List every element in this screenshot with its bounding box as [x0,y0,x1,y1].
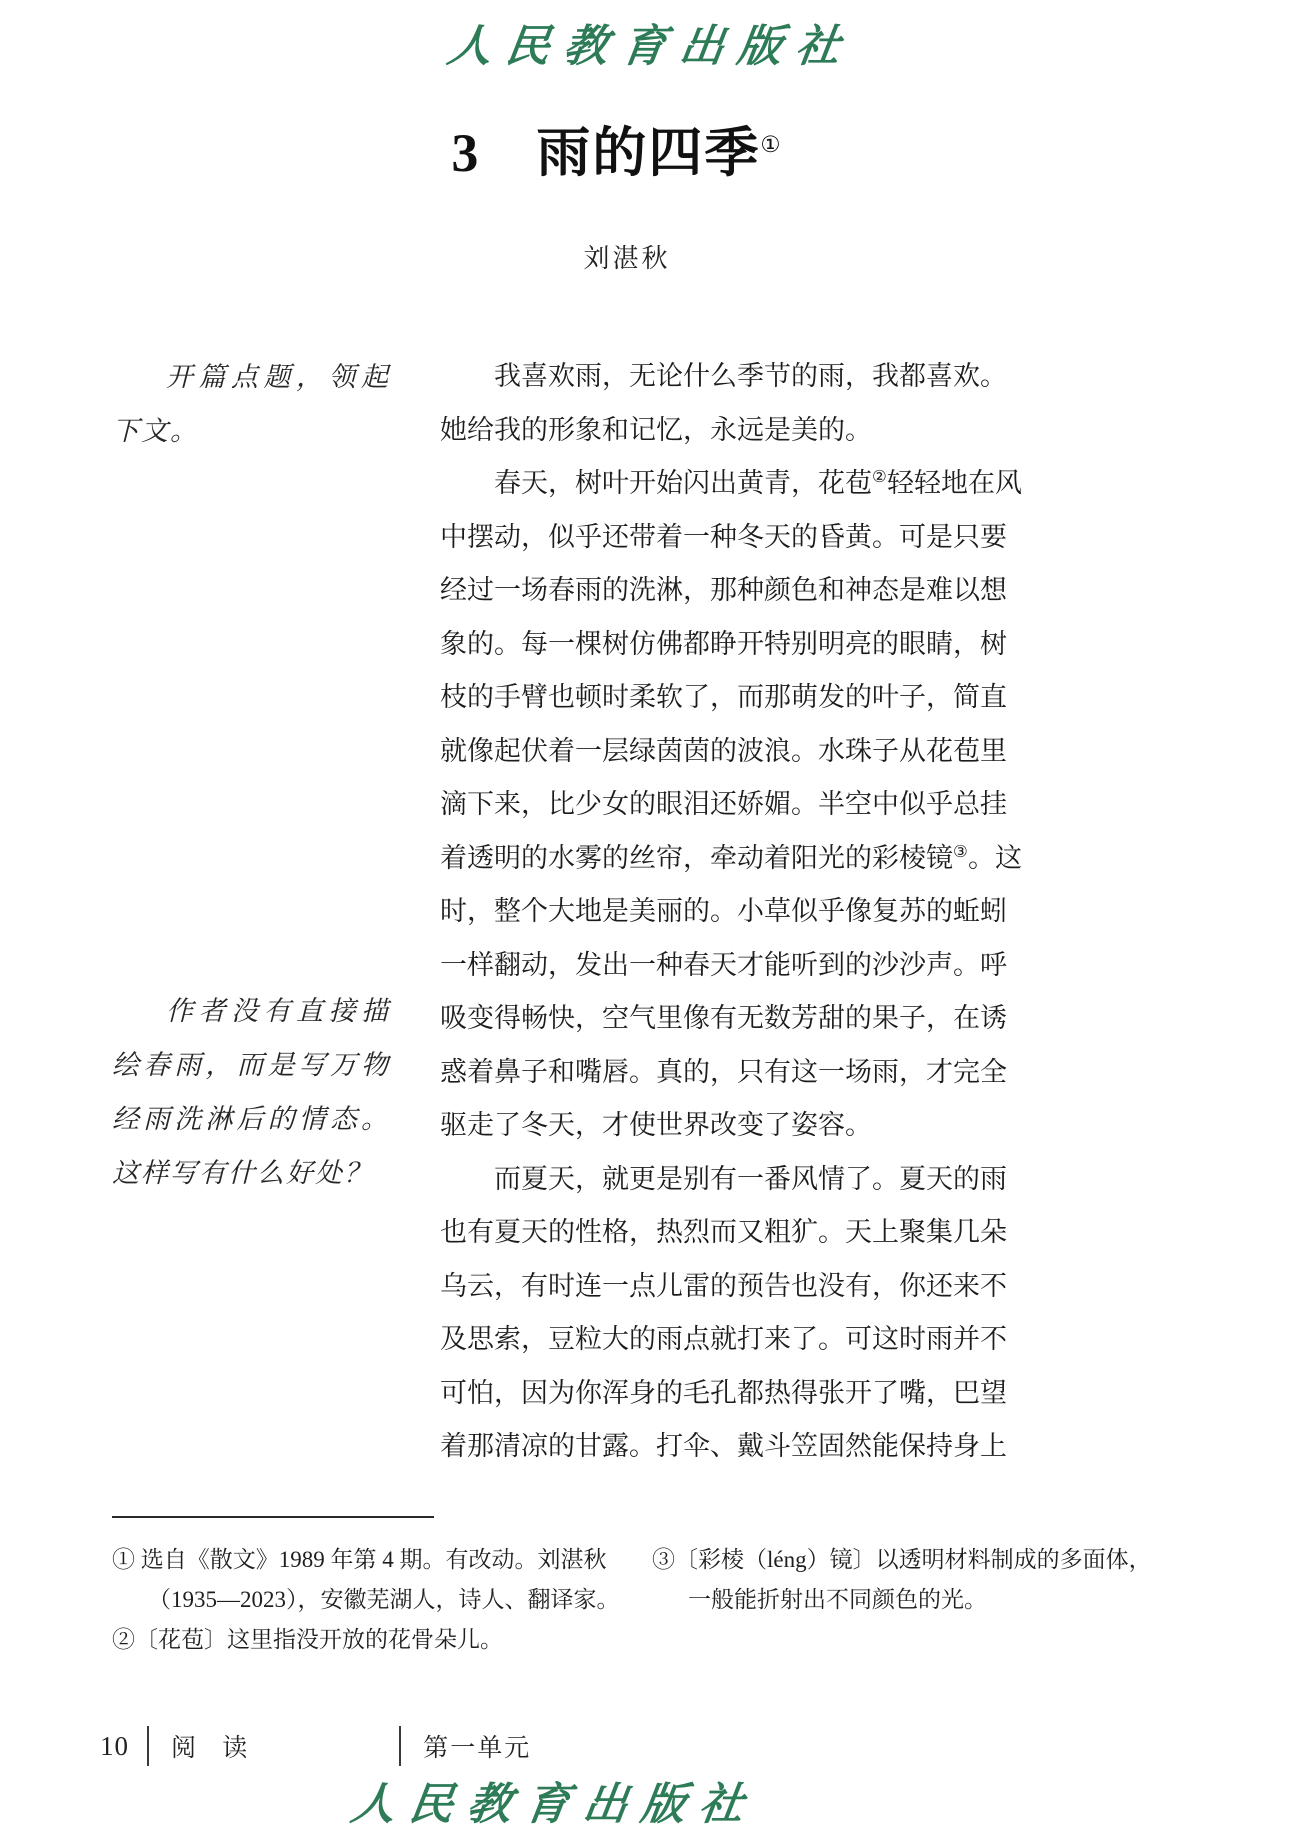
footnote-marker: ① [760,132,783,157]
body-line: 吸变得畅快，空气里像有无数芳甜的果子，在诱 [440,1003,1007,1033]
margin-note-line: 经雨洗淋后的情态。 [112,1104,390,1134]
body-line: 也有夏天的性格，热烈而又粗犷。天上聚集几朵 [440,1217,1007,1247]
body-line: 枝的手臂也顿时柔软了，而那萌发的叶子，简直 [440,682,1007,712]
body-line: 春天，树叶开始闪出黄青，花苞②轻轻地在风 [494,467,1023,498]
margin-note-line: 下文。 [112,416,199,446]
publisher-logo-top: 人民教育出版社 [444,22,858,71]
body-line: 她给我的形象和记忆，永远是美的。 [440,414,872,445]
body-text [440,350,1023,1474]
margin-note-2 [112,984,390,1200]
footnote-marker: ③ [953,841,969,861]
publisher-logo-bottom: 人民教育出版社 [347,1780,761,1829]
body-line: 着那清凉的甘露。打伞、戴斗笠固然能保持身上 [440,1431,1007,1461]
body-line: 可怕，因为你浑身的毛孔都热得张开了嘴，巴望 [440,1377,1007,1408]
body-line: 乌云，有时连一点儿雷的预告也没有，你还来不 [440,1270,1007,1301]
body-line: 时，整个大地是美丽的。小草似乎像复苏的蚯蚓 [440,896,1007,926]
body-line: 我喜欢雨，无论什么季节的雨，我都喜欢。 [494,361,1007,391]
body-line: 中摆动，似乎还带着一种冬天的昏黄。可是只要 [440,521,1007,552]
page-number: 10 [100,1730,129,1761]
body-line: 驱走了冬天，才使世界改变了姿容。 [440,1110,872,1140]
footnote-marker: ② [872,467,888,486]
footnote-line: （1935—2023），安徽芜湖人，诗人、翻译家。 [148,1587,620,1612]
page-footer [100,1724,531,1768]
footnotes-left-column [112,1540,620,1660]
unit-label: 第一单元 [423,1735,532,1762]
footer-divider-2 [399,1726,401,1766]
author-name: 刘湛秋 [583,244,671,273]
section-label: 阅 读 [171,1735,258,1762]
body-line: 着透明的水雾的丝帘，牵动着阳光的彩棱镜③。这 [440,841,1023,873]
body-line: 惑着鼻子和嘴唇。真的，只有这一场雨，才完全 [440,1056,1007,1087]
body-line: 一样翻动，发出一种春天才能听到的沙沙声。呼 [440,949,1007,980]
lesson-title: 3 雨的四季① [451,123,783,183]
footnote-line: 一般能折射出不同颜色的光。 [688,1587,987,1612]
body-line: 滴下来，比少女的眼泪还娇媚。半空中似乎总挂 [440,789,1007,819]
body-line: 而夏天，就更是别有一番风情了。夏天的雨 [494,1163,1007,1194]
body-line: 就像起伏着一层绿茵茵的波浪。水珠子从花苞里 [440,735,1007,766]
margin-note-line: 绘春雨，而是写万物 [112,1050,390,1080]
margin-note-line: 开篇点题，领起 [166,362,390,392]
body-line: 象的。每一棵树仿佛都睁开特别明亮的眼睛，树 [440,628,1007,659]
footnote-line: ③〔彩棱（léng）镜〕以透明材料制成的多面体， [652,1547,1152,1572]
footnote-divider [112,1516,434,1518]
footnote-line: ① 选自《散文》1989 年第 4 期。有改动。刘湛秋 [112,1547,607,1572]
margin-note-line: 作者没有直接描 [166,996,390,1026]
margin-note-1 [112,350,390,458]
footer-divider-1 [147,1726,149,1766]
margin-note-line: 这样写有什么好处？ [112,1158,373,1188]
footnote-line: ②〔花苞〕这里指没开放的花骨朵儿。 [112,1627,503,1652]
body-line: 经过一场春雨的洗淋，那种颜色和神态是难以想 [440,575,1007,605]
footnotes-right-column [652,1540,1172,1620]
body-line: 及思索，豆粒大的雨点就打来了。可这时雨并不 [440,1324,1007,1354]
